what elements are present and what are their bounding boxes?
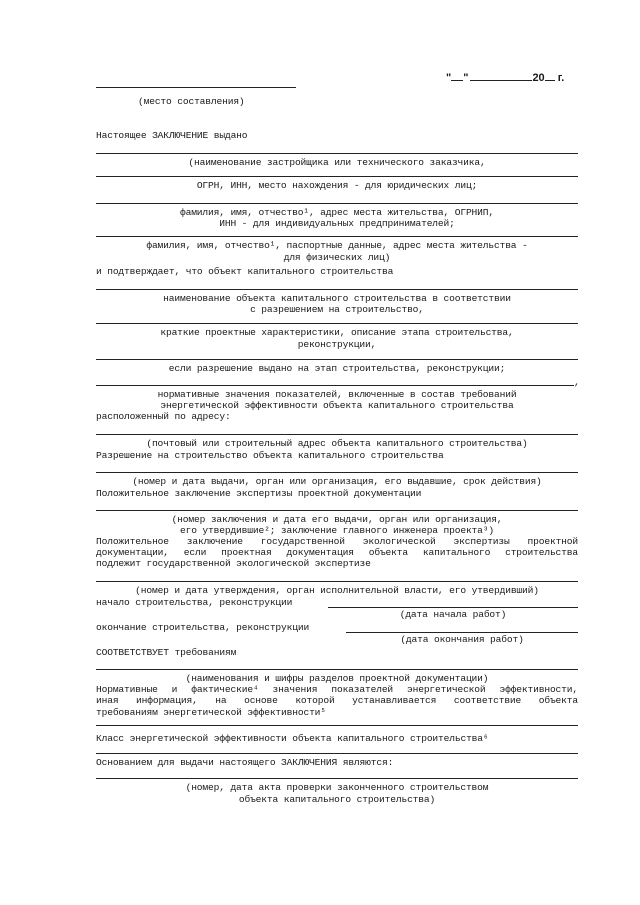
located-text: расположенный по адресу: — [96, 411, 231, 422]
year-blank[interactable] — [545, 70, 555, 81]
grounds-text: Основанием для выдачи настоящего ЗАКЛЮЧЕНИЯ являются: — [96, 757, 394, 768]
start-caption: (дата начала работ) — [399, 609, 507, 620]
day-blank[interactable] — [451, 70, 463, 81]
act-caption-1: (номер, дата акта проверки законченного строительством — [185, 782, 489, 793]
values-text-2: иная информация, на основе которой устанавливается соответствие объекта — [96, 695, 578, 706]
sections-line[interactable] — [96, 669, 578, 670]
developer-caption-3: фамилия, имя, отчество¹, адрес места жительства, ОГРНИП, — [179, 207, 494, 218]
values-line[interactable] — [96, 725, 578, 726]
class-text: Класс энергетической эффективности объекта капитального строительства⁶ — [96, 733, 489, 744]
issued-text: Настоящее ЗАКЛЮЧЕНИЕ выдано — [96, 130, 248, 141]
permit-caption: (номер и дата выдачи, орган или организация, его выдавшие, срок действия) — [132, 476, 542, 487]
month-blank[interactable] — [470, 70, 532, 81]
eco-text-2: документации, если проектная документация объекта капитального строительства — [96, 547, 578, 558]
place-line[interactable] — [96, 87, 296, 88]
values-text-1: Нормативные и фактические⁴ значения показателей энергетической эффективности, — [96, 684, 578, 695]
permit-text: Разрешение на строительство объекта капитального строительства — [96, 450, 444, 461]
expertise-text: Положительное заключение экспертизы проектной документации — [96, 488, 422, 499]
date-quote-close: " — [463, 72, 469, 84]
class-line[interactable] — [96, 753, 578, 754]
end-caption: (дата окончания работ) — [400, 634, 524, 645]
object-line-1[interactable] — [96, 289, 578, 290]
developer-caption-5: фамилия, имя, отчество¹, паспортные данные, адрес места жительства - — [146, 240, 528, 251]
sections-caption: (наименования и шифры разделов проектной документации) — [185, 673, 489, 684]
address-line[interactable] — [96, 434, 578, 435]
end-text: окончание строительства, реконструкции — [96, 622, 310, 633]
year-prefix: 20 — [532, 72, 545, 84]
eco-text-3: подлежит государственной экологической экспертизе — [96, 558, 371, 569]
norm-text-2: энергетической эффективности объекта капитального строительства — [160, 400, 514, 411]
eco-line[interactable] — [96, 581, 578, 582]
eco-text-1: Положительное заключение государственной экологической экспертизы проектной — [96, 536, 578, 547]
grounds-line[interactable] — [96, 778, 578, 779]
developer-caption-6: для физических лиц) — [283, 252, 391, 263]
confirms-text: и подтверждает, что объект капитального строительства — [96, 266, 394, 277]
developer-caption-1: (наименование застройщика или технического заказчика, — [188, 157, 486, 168]
developer-line-2[interactable] — [96, 176, 578, 177]
object-line-4[interactable] — [96, 385, 574, 386]
values-text-3: требованиям энергетической эффективности⁵ — [96, 707, 326, 718]
date-quote-open: " — [446, 72, 452, 84]
expertise-caption-1: (номер заключения и дата его выдачи, орган или организация, — [171, 514, 503, 525]
expertise-line[interactable] — [96, 510, 578, 511]
developer-line-4[interactable] — [96, 236, 578, 237]
date-line — [446, 70, 564, 84]
object-caption-3: краткие проектные характеристики, описание этапа строительства, — [160, 327, 514, 338]
eco-caption: (номер и дата утверждения, орган исполнительной власти, его утвердивший) — [135, 585, 539, 596]
developer-line-1[interactable] — [96, 153, 578, 154]
object-comma: , — [574, 377, 580, 388]
developer-caption-2: ОГРН, ИНН, место нахождения - для юридических лиц; — [196, 180, 478, 191]
object-line-2[interactable] — [96, 323, 578, 324]
developer-line-3[interactable] — [96, 203, 578, 204]
norm-text-1: нормативные значения показателей, включенные в состав требований — [157, 389, 517, 400]
object-line-3[interactable] — [96, 359, 578, 360]
developer-caption-4: ИНН - для индивидуальных предпринимателей; — [219, 218, 455, 229]
object-caption-5: если разрешение выдано на этап строительства, реконструкции; — [168, 363, 506, 374]
act-caption-2: объекта капитального строительства) — [238, 794, 436, 805]
complies-text: СООТВЕТСТВУЕТ требованиям — [96, 647, 237, 658]
start-text: начало строительства, реконструкции — [96, 597, 293, 608]
start-date-line[interactable] — [328, 607, 578, 608]
expertise-caption-2: его утвердившие²; заключение главного инженера проекта³) — [179, 525, 494, 536]
end-date-line[interactable] — [346, 632, 578, 633]
address-caption: (почтовый или строительный адрес объекта капитального строительства) — [146, 438, 528, 449]
year-suffix: г. — [554, 72, 565, 84]
permit-line[interactable] — [96, 472, 578, 473]
object-caption-4: реконструкции, — [297, 339, 377, 350]
object-caption-2: с разрешением на строительство, — [250, 304, 424, 315]
place-caption: (место составления) — [138, 96, 245, 107]
object-caption-1: наименование объекта капитального строительства в соответствии — [163, 293, 511, 304]
